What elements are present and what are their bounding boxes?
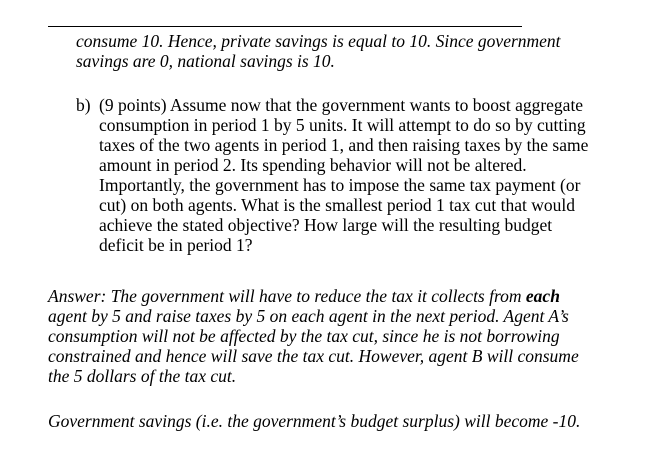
intro-line-2: savings are 0, national savings is 10. [76,51,335,71]
question-line-6: cut) on both agents. What is the smallest period 1 tax cut that would [99,195,575,215]
question-line-2: consumption in period 1 by 5 units. It will attempt to do so by cutting [99,115,586,135]
government-savings-line: Government savings (i.e. the government’s budget surplus) will become -10. [48,411,581,431]
government-savings-paragraph [48,411,580,431]
intro-line-1: consume 10. Hence, private savings is equal to 10. Since government [76,31,561,51]
question-paragraph [99,95,588,255]
answer-line-1 [48,286,579,306]
question-label: b) [76,95,91,115]
answer-line-1-text: Answer: The government will have to reduce the tax it collects from [48,286,526,306]
top-rule [48,26,522,27]
intro-paragraph [76,31,561,71]
question-line-1: (9 points) Assume now that the government wants to boost aggregate [99,95,584,115]
answer-paragraph [48,286,579,386]
question-line-4: amount in period 2. Its spending behavior will not be altered. [99,155,527,175]
question-line-7: achieve the stated objective? How large will the resulting budget [99,215,553,235]
answer-line-5: the 5 dollars of the tax cut. [48,366,237,386]
answer-line-3: consumption will not be affected by the tax cut, since he is not borrowing [48,326,560,346]
question-line-8: deficit be in period 1? [99,235,253,255]
question-line-3: taxes of the two agents in period 1, and then raising taxes by the same [99,135,589,155]
answer-line-4: constrained and hence will save the tax cut. However, agent B will consume [48,346,579,366]
answer-emphasis-each: each [525,286,560,306]
answer-line-2: agent by 5 and raise taxes by 5 on each agent in the next period. Agent A’s [48,306,569,326]
question-line-5: Importantly, the government has to impose the same tax payment (or [99,175,581,195]
